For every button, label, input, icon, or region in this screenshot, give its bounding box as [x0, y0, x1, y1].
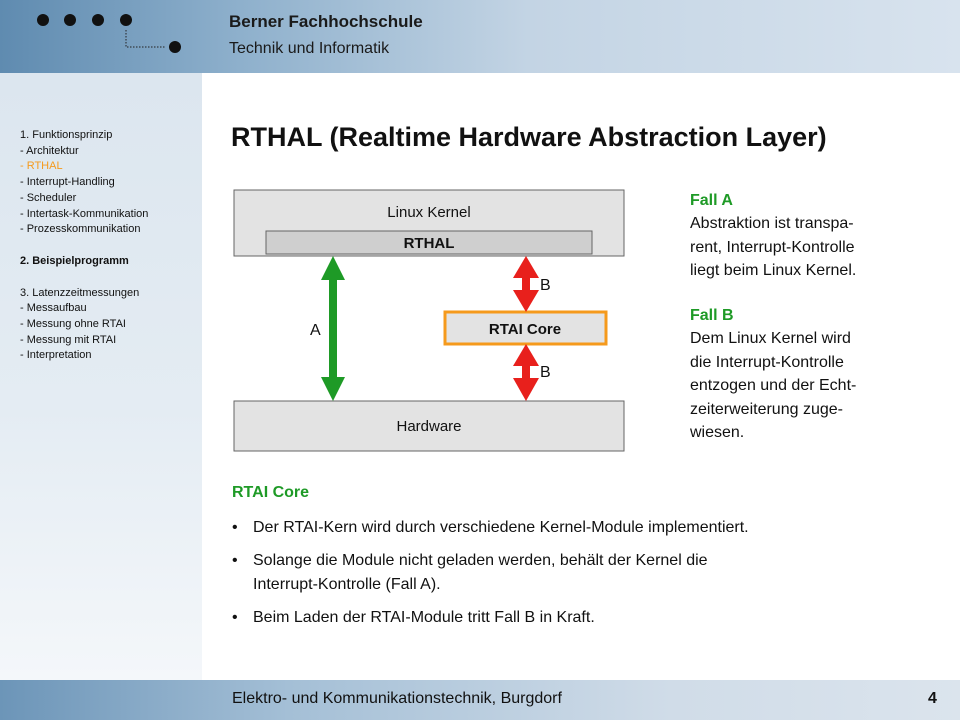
- fall-b-text: [690, 304, 930, 444]
- fall-b-line: die Interrupt-Kontrolle: [690, 353, 844, 371]
- rthal-diagram: [228, 182, 638, 458]
- rthal-label: RTHAL: [403, 235, 455, 252]
- linux-kernel-label: Linux Kernel: [387, 204, 471, 221]
- fall-b-line: wiesen.: [690, 424, 745, 442]
- toc-item-messaufbau[interactable]: - Messaufbau: [20, 302, 87, 315]
- bullet-item: [232, 516, 932, 539]
- toc-item-messung-ohne-rtai[interactable]: - Messung ohne RTAI: [20, 318, 126, 331]
- bullet-item: [232, 606, 932, 629]
- fall-a-line: rent, Interrupt-Kontrolle: [690, 238, 855, 256]
- bullet-line: • Beim Laden der RTAI-Module tritt Fall B in Kraft.: [253, 609, 595, 627]
- toc-item-rthal[interactable]: - RTHAL: [20, 160, 63, 173]
- rtai-bullet-list: [232, 516, 932, 640]
- fall-b-line: entzogen und der Echt-: [690, 377, 857, 395]
- fall-b-line: zeiterweiterung zuge-: [690, 400, 843, 418]
- toc-section-2[interactable]: 2. Beispielprogramm: [20, 254, 129, 267]
- bullet-item: [232, 549, 932, 596]
- arrow-b-top-label: B: [540, 277, 551, 294]
- toc-item-scheduler[interactable]: - Scheduler: [20, 191, 77, 204]
- toc-item-intertask-kommunikation[interactable]: - Intertask-Kommunikation: [20, 207, 149, 220]
- header-banner: [0, 0, 960, 73]
- arrow-a-icon: [321, 256, 345, 401]
- page-number: 4: [928, 690, 937, 707]
- fall-a-label: Fall A: [690, 192, 733, 209]
- bullet-line: Interrupt-Kontrolle (Fall A).: [253, 575, 441, 593]
- department-name: Technik und Informatik: [229, 40, 390, 57]
- fall-b-line: Dem Linux Kernel wird: [690, 330, 851, 348]
- fall-a-text: [690, 189, 930, 283]
- toc-item-interpretation[interactable]: - Interpretation: [20, 349, 92, 362]
- toc-item-messung-mit-rtai[interactable]: - Messung mit RTAI: [20, 333, 117, 346]
- toc-item-interrupt-handling[interactable]: - Interrupt-Handling: [20, 176, 115, 189]
- rtai-core-label: RTAI Core: [488, 321, 562, 338]
- school-name: Berner Fachhochschule: [229, 12, 423, 31]
- arrow-b-bottom-icon: [513, 344, 539, 401]
- rtai-core-heading: RTAI Core: [232, 484, 310, 501]
- logo-dots-graphic: [0, 0, 200, 73]
- fall-a-line: Abstraktion ist transpa-: [690, 215, 854, 233]
- arrow-a-label: A: [310, 322, 321, 339]
- fall-a-line: liegt beim Linux Kernel.: [690, 262, 857, 280]
- footer-text: Elektro- und Kommunikationstechnik, Burgdorf: [232, 690, 562, 707]
- slide-title: RTHAL (Realtime Hardware Abstraction Layer): [231, 122, 827, 152]
- toc-section-1[interactable]: 1. Funktionsprinzip: [20, 129, 113, 141]
- table-of-contents: [20, 128, 200, 364]
- toc-item-architektur[interactable]: - Architektur: [20, 144, 79, 157]
- arrow-b-top-icon: [513, 256, 539, 312]
- fall-b-label: Fall B: [690, 307, 734, 324]
- bullet-line: • Der RTAI-Kern wird durch verschiedene Kernel-Module implementiert.: [253, 519, 749, 536]
- hardware-label: Hardware: [396, 418, 462, 435]
- toc-item-prozesskommunikation[interactable]: - Prozesskommunikation: [20, 223, 141, 236]
- sidebar: [0, 73, 202, 680]
- arrow-b-bottom-label: B: [540, 364, 551, 381]
- toc-section-3[interactable]: 3. Latenzzeitmessungen: [20, 286, 140, 299]
- bullet-line: • Solange die Module nicht geladen werden, behält der Kernel die: [253, 552, 708, 570]
